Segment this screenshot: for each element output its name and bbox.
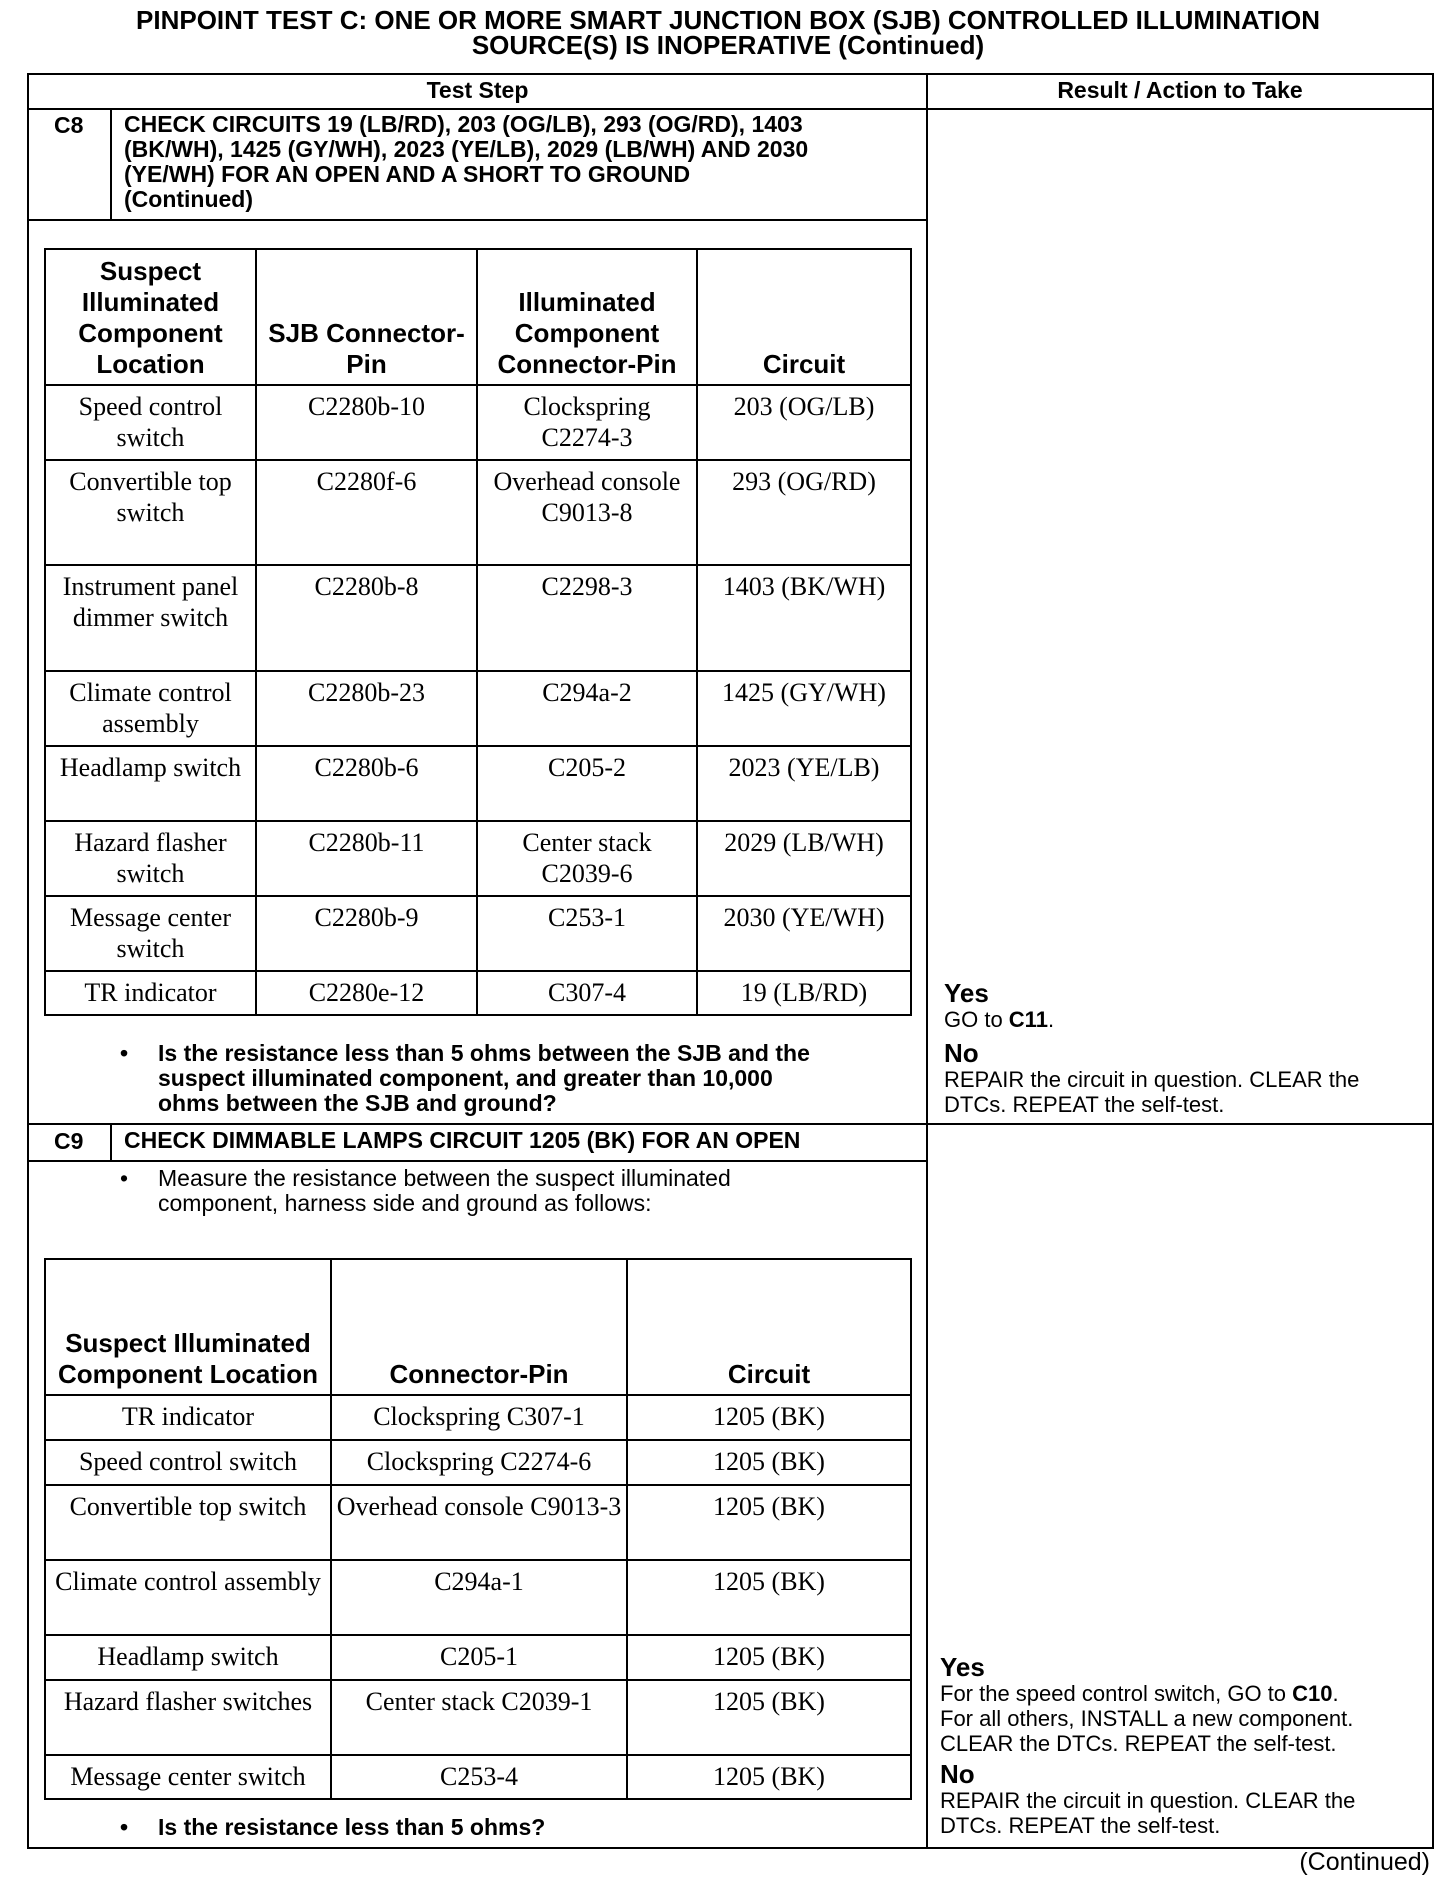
table-cell: C2280b-6	[256, 746, 477, 821]
table-row	[45, 1440, 911, 1485]
table-row	[45, 565, 911, 671]
result-yes-label: Yes	[940, 1652, 985, 1682]
table-cell: 1205 (BK)	[627, 1635, 911, 1680]
column-divider	[926, 73, 928, 1849]
table-cell: 1205 (BK)	[627, 1755, 911, 1799]
table-header: Suspect Illuminated Component Location	[45, 249, 256, 385]
table-cell: 1425 (GY/WH)	[697, 671, 911, 746]
table-cell: C205-2	[477, 746, 697, 821]
table-cell: Headlamp switch	[45, 746, 256, 821]
table-cell: Climate control assembly	[45, 671, 256, 746]
c8-step-id: C8	[54, 112, 84, 138]
table-row	[45, 1680, 911, 1755]
table-cell: 1205 (BK)	[627, 1395, 911, 1440]
table-cell: Message center switch	[45, 896, 256, 971]
table-cell: C2280e-12	[256, 971, 477, 1015]
table-cell: 293 (OG/RD)	[697, 460, 911, 565]
table-cell: Hazard flasher switches	[45, 1680, 331, 1755]
page-title-line-2: SOURCE(S) IS INOPERATIVE (Continued)	[471, 30, 985, 60]
result-no-label: No	[940, 1759, 975, 1789]
result-no-line: DTCs. REPEAT the self-test.	[944, 1092, 1225, 1117]
table-cell: C2280b-10	[256, 385, 477, 460]
table-cell: C2280b-9	[256, 896, 477, 971]
table-cell: Speed control switch	[45, 1440, 331, 1485]
table-header: Connector-Pin	[331, 1259, 627, 1395]
header-divider	[27, 108, 1434, 110]
table-row	[45, 1635, 911, 1680]
table-row	[45, 971, 911, 1015]
c9-instruction	[120, 1166, 920, 1218]
result-no-line: REPAIR the circuit in question. CLEAR the	[944, 1067, 1360, 1092]
table-row	[45, 1755, 911, 1799]
table-row	[45, 671, 911, 746]
table-cell: TR indicator	[45, 971, 256, 1015]
table-cell: Instrument panel dimmer switch	[45, 565, 256, 671]
bullet-icon: •	[120, 1814, 129, 1840]
table-cell: C294a-1	[331, 1560, 627, 1635]
table-cell: 1205 (BK)	[627, 1440, 911, 1485]
table-cell: TR indicator	[45, 1395, 331, 1440]
table-cell: Clockspring C2274-3	[477, 385, 697, 460]
result-no-label: No	[944, 1038, 979, 1068]
table-row	[45, 385, 911, 460]
table-row	[45, 746, 911, 821]
table-cell: 1205 (BK)	[627, 1680, 911, 1755]
result-no-line: DTCs. REPEAT the self-test.	[940, 1813, 1221, 1838]
table-cell: 19 (LB/RD)	[697, 971, 911, 1015]
c8-result-no	[944, 1040, 1359, 1117]
bullet-icon: •	[120, 1165, 129, 1191]
table-row	[45, 1560, 911, 1635]
table-cell: 2023 (YE/LB)	[697, 746, 911, 821]
table-cell: C2280b-23	[256, 671, 477, 746]
test-step-header: Test Step	[426, 77, 529, 103]
table-cell: Speed control switch	[45, 385, 256, 460]
table-row	[45, 896, 911, 971]
c9-question	[120, 1815, 920, 1843]
table-cell: Overhead console C9013-3	[331, 1485, 627, 1560]
result-yes-text: GO to C11.	[944, 1007, 1055, 1032]
table-cell: C253-1	[477, 896, 697, 971]
result-no-line: REPAIR the circuit in question. CLEAR the	[940, 1788, 1356, 1813]
c8-id-divider	[110, 108, 112, 220]
table-header: SJB Connector-Pin	[256, 249, 477, 385]
c9-question-text: Is the resistance less than 5 ohms?	[158, 1814, 546, 1840]
c8-resistance-table	[44, 248, 912, 1016]
table-cell: Convertible top switch	[45, 460, 256, 565]
table-cell: 203 (OG/LB)	[697, 385, 911, 460]
c8-result-yes	[944, 980, 1054, 1032]
page-title-line-1: PINPOINT TEST C: ONE OR MORE SMART JUNCTION BOX (SJB) CONTROLLED ILLUMINATION	[136, 5, 1320, 35]
bullet-icon: •	[120, 1040, 129, 1066]
table-cell: Message center switch	[45, 1755, 331, 1799]
table-cell: Clockspring C307-1	[331, 1395, 627, 1440]
step-divider	[27, 1123, 1434, 1125]
table-cell: C294a-2	[477, 671, 697, 746]
table-cell: Clockspring C2274-6	[331, 1440, 627, 1485]
table-row	[45, 821, 911, 896]
table-cell: Headlamp switch	[45, 1635, 331, 1680]
c9-step-title: CHECK DIMMABLE LAMPS CIRCUIT 1205 (BK) FOR AN OPEN	[124, 1127, 801, 1153]
result-header: Result / Action to Take	[1057, 77, 1303, 103]
table-header: Illuminated Component Connector-Pin	[477, 249, 697, 385]
c8-title-divider	[27, 219, 927, 221]
table-cell: 2030 (YE/WH)	[697, 896, 911, 971]
table-cell: C2280b-11	[256, 821, 477, 896]
result-yes-line: CLEAR the DTCs. REPEAT the self-test.	[940, 1731, 1337, 1756]
table-header: Circuit	[697, 249, 911, 385]
continued-footer: (Continued)	[1299, 1848, 1430, 1876]
table-row	[45, 1395, 911, 1440]
c9-step-id: C9	[54, 1128, 84, 1154]
table-cell: 1205 (BK)	[627, 1560, 911, 1635]
table-cell: C2280b-8	[256, 565, 477, 671]
c8-question	[120, 1041, 920, 1121]
table-cell: 1403 (BK/WH)	[697, 565, 911, 671]
table-cell: Overhead console C9013-8	[477, 460, 697, 565]
result-yes-line: For all others, INSTALL a new component.	[940, 1706, 1354, 1731]
table-cell: Hazard flasher switch	[45, 821, 256, 896]
table-cell: C2280f-6	[256, 460, 477, 565]
c8-step-title: CHECK CIRCUITS 19 (LB/RD), 203 (OG/LB), 293 (OG/RD), 1403 (BK/WH), 1425 (GY/WH), 2023 (YE/LB), 2029 (LB/WH) AND 2030 (YE/WH) FOR AN OPEN AND A SHORT TO GROUND (Continued)	[124, 111, 809, 212]
c9-result-yes	[940, 1654, 1353, 1756]
c8-question-text: Is the resistance less than 5 ohms between the SJB and the suspect illuminated component, and greater than 10,000 ohms between the SJB and ground?	[158, 1040, 810, 1116]
c9-instruction-text: Measure the resistance between the suspect illuminated component, harness side and ground as follows:	[158, 1165, 731, 1216]
table-header: Circuit	[627, 1259, 911, 1395]
c9-title-divider	[27, 1160, 927, 1162]
c9-result-no	[940, 1761, 1355, 1838]
table-cell: 2029 (LB/WH)	[697, 821, 911, 896]
table-cell: Center stack C2039-1	[331, 1680, 627, 1755]
table-cell: Climate control assembly	[45, 1560, 331, 1635]
page-title	[0, 5, 1456, 60]
c9-resistance-table	[44, 1258, 912, 1800]
table-row	[45, 460, 911, 565]
table-header: Suspect Illuminated Component Location	[45, 1259, 331, 1395]
table-cell: C253-4	[331, 1755, 627, 1799]
table-row	[45, 1485, 911, 1560]
table-cell: Center stack C2039-6	[477, 821, 697, 896]
table-cell: C307-4	[477, 971, 697, 1015]
table-cell: C2298-3	[477, 565, 697, 671]
table-cell: Convertible top switch	[45, 1485, 331, 1560]
table-cell: 1205 (BK)	[627, 1485, 911, 1560]
c9-id-divider	[110, 1123, 112, 1161]
result-yes-label: Yes	[944, 978, 989, 1008]
table-cell: C205-1	[331, 1635, 627, 1680]
result-yes-line: For the speed control switch, GO to C10.	[940, 1681, 1339, 1706]
